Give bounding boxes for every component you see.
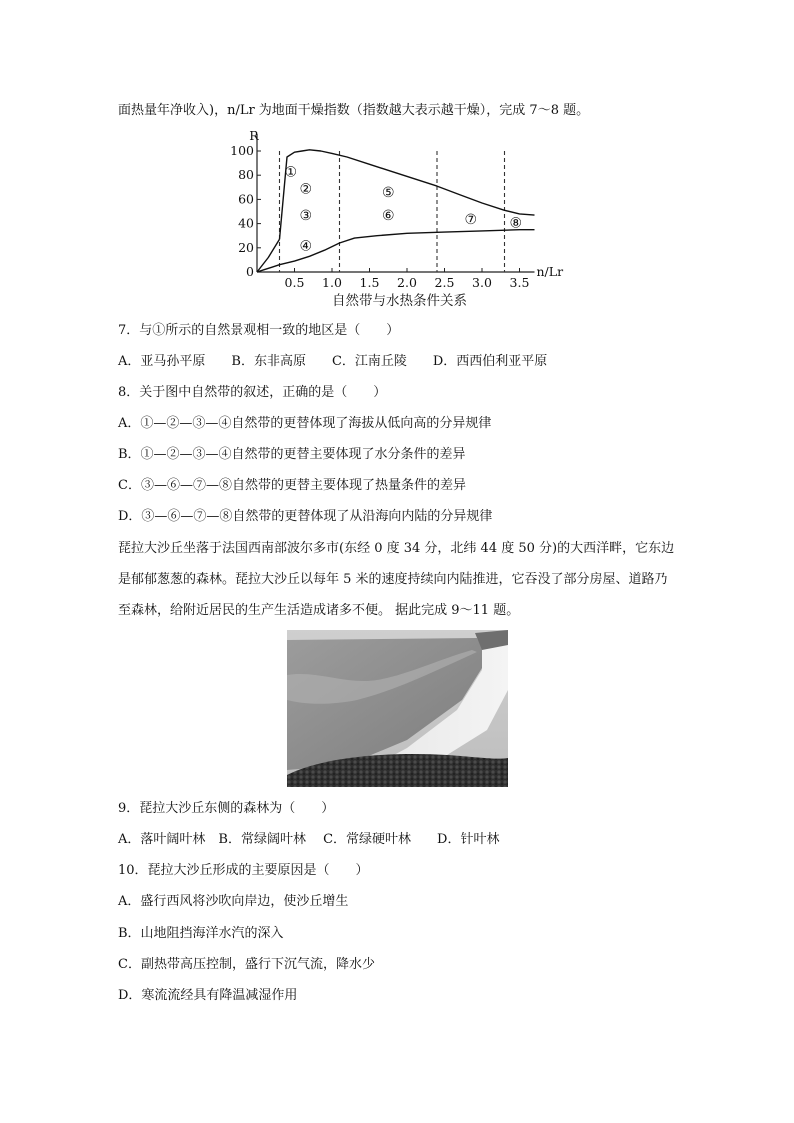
y-tick-label: 80 — [238, 167, 254, 183]
passage-line-3: 至森林，给附近居民的生产生活造成诸多不便。 据此完成 9～11 题。 — [118, 603, 520, 618]
zone-label-8: ⑧ — [509, 215, 523, 232]
q9-stem: 9．琵拉大沙丘东侧的森林为（ ） — [118, 801, 335, 816]
zone-label-6: ⑥ — [381, 208, 395, 225]
q10-option-b: B．山地阻挡海洋水汽的深入 — [118, 926, 284, 941]
dune-photo — [287, 630, 508, 787]
chart-caption: 自然带与水热条件关系 — [332, 293, 467, 309]
y-axis-label: R — [249, 128, 259, 143]
x-tick-label: 0.5 — [284, 275, 305, 290]
q10-option-c: C．副热带高压控制，盛行下沉气流，降水少 — [118, 957, 375, 972]
x-tick-label: 1.5 — [359, 275, 380, 290]
q7-options: A．亚马孙平原 B．东非高原 C．江南丘陵 D．西西伯利亚平原 — [118, 354, 548, 369]
x-axis-label: n/Lr — [536, 264, 564, 279]
q10-option-a: A．盛行西风将沙吹向岸边，使沙丘增生 — [118, 894, 349, 909]
y-tick-label: 20 — [238, 239, 254, 255]
y-tick-label: 40 — [238, 215, 254, 231]
x-tick-label: 3.5 — [509, 275, 530, 290]
zone-label-3: ③ — [299, 208, 313, 225]
y-tick-label: 60 — [238, 191, 254, 207]
q8-option-d: D．③—⑥—⑦—⑧自然带的更替体现了从沿海向内陆的分异规律 — [118, 509, 493, 524]
q8-stem: 8．关于图中自然带的叙述，正确的是（ ） — [118, 385, 387, 400]
zone-label-4: ④ — [299, 238, 313, 255]
x-tick-label: 2.5 — [434, 275, 455, 290]
x-tick-label: 2.0 — [397, 275, 417, 290]
x-tick-label: 1.0 — [322, 275, 342, 290]
zone-label-5: ⑤ — [381, 185, 395, 202]
q8-option-a: A．①—②—③—④自然带的更替体现了海拔从低向高的分异规律 — [118, 416, 492, 431]
q9-options: A．落叶阔叶林 B．常绿阔叶林 C．常绿硬叶林 D．针叶林 — [118, 832, 500, 847]
passage-line-1: 琵拉大沙丘坐落于法国西南部波尔多市(东经 0 度 34 分，北纬 44 度 50 分)的大西洋畔，它东边 — [118, 541, 675, 556]
q8-option-c: C．③—⑥—⑦—⑧自然带的更替主要体现了热量条件的差异 — [118, 478, 466, 493]
intro-line: 面热量年净收入)，n/Lr 为地面干燥指数（指数越大表示越干燥），完成 7～8 题。 — [118, 103, 590, 118]
zone-label-1: ① — [284, 164, 298, 181]
q8-option-b: B．①—②—③—④自然带的更替主要体现了水分条件的差异 — [118, 447, 466, 462]
upper-curve — [280, 150, 535, 240]
natural-zone-chart — [230, 128, 570, 318]
left-branch-curve — [257, 239, 280, 272]
y-tick-label: 0 — [246, 264, 254, 279]
zone-label-7: ⑦ — [464, 211, 478, 228]
x-tick-label: 3.0 — [472, 275, 492, 290]
passage-line-2: 是郁郁葱葱的森林。琵拉大沙丘以每年 5 米的速度持续向内陆推进，它吞没了部分房屋、道路乃 — [118, 572, 668, 587]
q10-stem: 10．琵拉大沙丘形成的主要原因是（ ） — [118, 863, 369, 878]
y-tick-label: 100 — [230, 143, 254, 158]
zone-label-2: ② — [299, 181, 313, 198]
chart-svg — [230, 128, 570, 318]
q7-stem: 7．与①所示的自然景观相一致的地区是（ ） — [118, 323, 400, 338]
q10-option-d: D．寒流流经具有降温减湿作用 — [118, 988, 298, 1003]
